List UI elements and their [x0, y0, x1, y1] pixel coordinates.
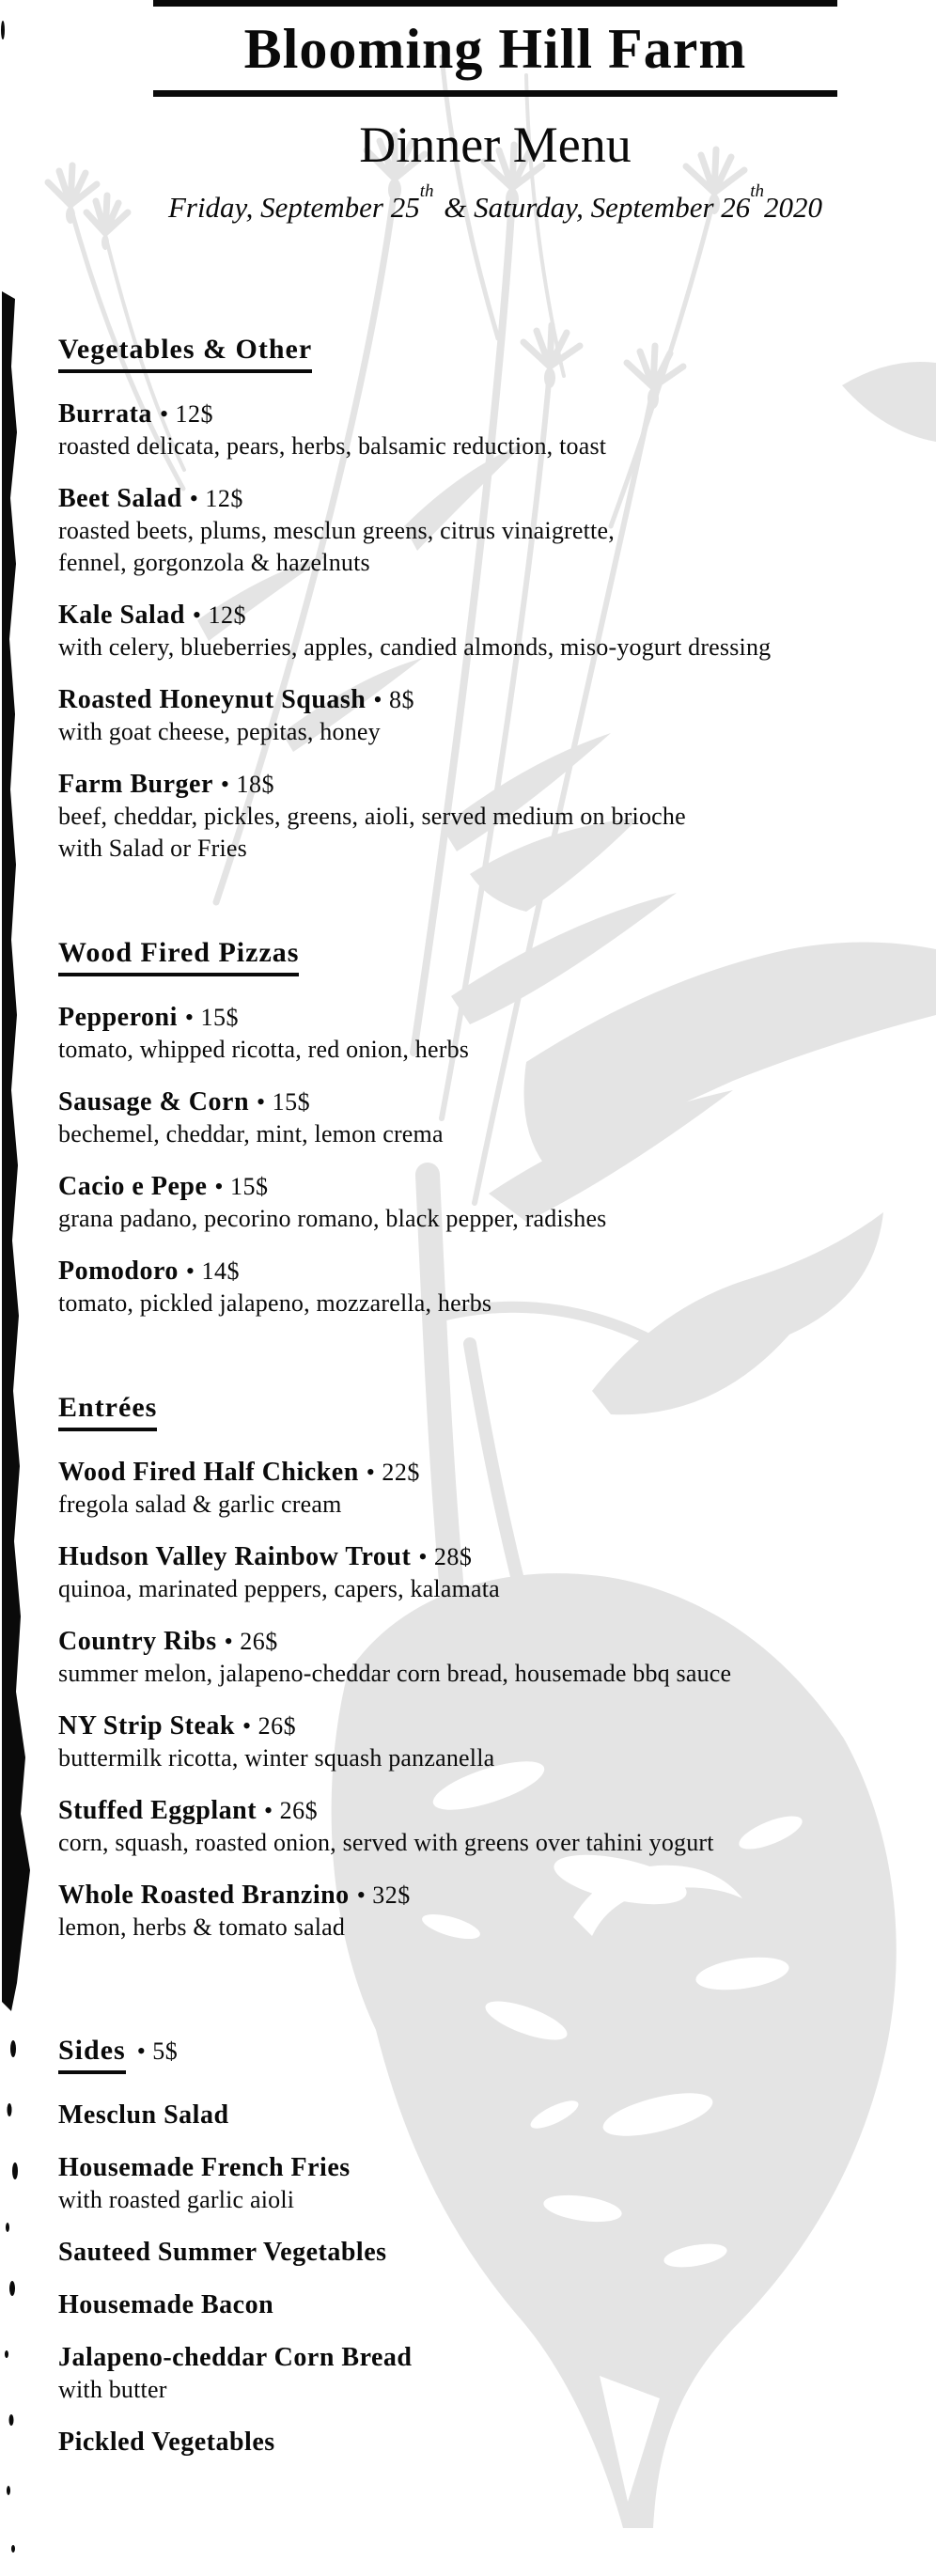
menu-item: [58, 2236, 932, 2269]
date-superscript: th: [750, 180, 765, 201]
menu-item-title: [58, 398, 932, 430]
menu-item: [58, 2341, 932, 2406]
menu-item-price: • 12$: [192, 601, 247, 629]
menu-item-desc-line: roasted delicata, pears, herbs, balsamic reduction, toast: [58, 432, 607, 460]
menu-item-name: Jalapeno-cheddar Corn Bread: [58, 2343, 413, 2372]
menu-item-title: [58, 2099, 932, 2131]
section-heading: [58, 1391, 932, 1431]
menu-item: [58, 1170, 932, 1235]
menu-item-name: Stuffed Eggplant: [58, 1796, 257, 1825]
menu-section-pizzas: [58, 936, 932, 1319]
menu-item-desc-line: roasted beets, plums, mesclun greens, citrus vinaigrette,: [58, 517, 615, 544]
menu-item-name: Roasted Honeynut Squash: [58, 685, 367, 714]
menu-item-title: [58, 1540, 932, 1573]
menu-item-desc-line: grana padano, pecorino romano, black pepper, radishes: [58, 1205, 607, 1232]
menu-item-price: • 26$: [242, 1712, 297, 1740]
date-superscript: th: [419, 180, 434, 201]
menu-subtitle: Dinner Menu: [359, 117, 632, 173]
menu-section-sides: [58, 2034, 932, 2459]
menu-item-desc-line: with Salad or Fries: [58, 835, 247, 862]
title-rule-top: [153, 0, 837, 7]
menu-item: [58, 599, 932, 664]
menu-item-title: [58, 2426, 932, 2459]
date-part: 2020: [764, 191, 823, 224]
section-heading-price: • 5$: [136, 2037, 179, 2065]
menu-item-price: • 26$: [264, 1797, 319, 1824]
menu-item-desc-line: with goat cheese, pepitas, honey: [58, 718, 381, 745]
menu-item: [58, 768, 932, 865]
menu-item-desc-line: quinoa, marinated peppers, capers, kalamata: [58, 1575, 500, 1602]
menu-item-name: Sauteed Summer Vegetables: [58, 2238, 387, 2267]
menu-item: [58, 1001, 932, 1066]
menu-item-price: • 32$: [356, 1881, 411, 1909]
menu-item-title: [58, 482, 932, 515]
menu-item-desc-line: buttermilk ricotta, winter squash panzanella: [58, 1744, 495, 1772]
menu-item-title: [58, 1085, 932, 1118]
menu-item-desc-line: tomato, whipped ricotta, red onion, herbs: [58, 1036, 470, 1063]
menu-item: [58, 1255, 932, 1319]
date-part: & Saturday, September 26: [436, 191, 751, 224]
menu-item-name: Sausage & Corn: [58, 1087, 250, 1116]
menu-item-title: [58, 599, 932, 632]
menu-item: [58, 1794, 932, 1859]
section-heading-label: Sides: [58, 2034, 126, 2074]
menu-item: [58, 1456, 932, 1521]
menu-item-price: • 12$: [159, 400, 214, 428]
page-title: Blooming Hill Farm: [243, 18, 747, 80]
menu-item-name: Cacio e Pepe: [58, 1172, 208, 1201]
menu-item-name: Pomodoro: [58, 1257, 179, 1286]
menu-item-desc-line: fennel, gorgonzola & hazelnuts: [58, 549, 370, 576]
menu-item-price: • 15$: [184, 1004, 239, 1031]
menu-item-desc-line: with butter: [58, 2376, 167, 2403]
menu-item-name: Pepperoni: [58, 1003, 178, 1032]
menu-item-title: [58, 2288, 932, 2321]
menu-item-title: [58, 2341, 932, 2374]
section-heading-label: Wood Fired Pizzas: [58, 936, 299, 976]
menu-item: [58, 2288, 932, 2321]
menu-item-price: • 18$: [220, 771, 274, 798]
menu-item: [58, 1710, 932, 1774]
menu-item: [58, 398, 932, 462]
menu-item-name: NY Strip Steak: [58, 1711, 235, 1741]
menu-date: [55, 180, 936, 224]
menu-item-name: Mesclun Salad: [58, 2100, 229, 2130]
menu-item: [58, 1625, 932, 1690]
menu-header: [55, 0, 936, 222]
menu-body: [0, 333, 936, 2459]
menu-item-name: Burrata: [58, 399, 152, 429]
menu-item-price: • 28$: [418, 1543, 473, 1570]
menu-item-desc-line: bechemel, cheddar, mint, lemon crema: [58, 1120, 444, 1147]
menu-item-price: • 22$: [366, 1459, 420, 1486]
menu-item-title: [58, 2151, 932, 2184]
section-heading: [58, 936, 932, 976]
menu-item: [58, 2099, 932, 2131]
menu-item-name: Housemade French Fries: [58, 2153, 351, 2182]
menu-item-desc-line: lemon, herbs & tomato salad: [58, 1913, 346, 1941]
menu-item-title: [58, 1456, 932, 1489]
menu-item-name: Kale Salad: [58, 601, 185, 630]
menu-item-name: Country Ribs: [58, 1627, 217, 1656]
title-rule-bottom: [153, 90, 837, 97]
menu-item-price: • 14$: [185, 1257, 241, 1285]
menu-item-desc-line: with roasted garlic aioli: [58, 2186, 295, 2213]
menu-item-price: • 12$: [189, 485, 243, 512]
menu-item-desc-line: corn, squash, roasted onion, served with greens over tahini yogurt: [58, 1829, 714, 1856]
menu-item-title: [58, 1710, 932, 1742]
section-heading-label: Entrées: [58, 1391, 157, 1431]
menu-item: [58, 1879, 932, 1944]
menu-item-title: [58, 1001, 932, 1034]
menu-item-name: Beet Salad: [58, 484, 182, 513]
menu-item-desc-line: with celery, blueberries, apples, candied almonds, miso-yogurt dressing: [58, 633, 772, 661]
menu-section-entrees: [58, 1391, 932, 1944]
section-heading-label: Vegetables & Other: [58, 333, 312, 373]
menu-item: [58, 2151, 932, 2216]
menu-item-name: Whole Roasted Branzino: [58, 1881, 350, 1910]
menu-item-title: [58, 1170, 932, 1203]
menu-item-title: [58, 683, 932, 716]
section-heading: [58, 2034, 932, 2074]
menu-item: [58, 2426, 932, 2459]
menu-item: [58, 1540, 932, 1605]
menu-item: [58, 482, 932, 579]
section-heading: [58, 333, 932, 373]
menu-item-title: [58, 1255, 932, 1288]
menu-item-price: • 15$: [257, 1088, 311, 1116]
date-part: Friday, September 25: [167, 191, 420, 224]
menu-item-price: • 8$: [373, 686, 414, 713]
menu-item-name: Wood Fired Half Chicken: [58, 1458, 359, 1487]
menu-item-price: • 15$: [214, 1173, 269, 1200]
menu-item-price: • 26$: [224, 1628, 278, 1655]
menu-item: [58, 683, 932, 748]
menu-item-desc-line: beef, cheddar, pickles, greens, aioli, served medium on brioche: [58, 803, 686, 830]
menu-item-name: Farm Burger: [58, 770, 213, 799]
menu-item-desc-line: summer melon, jalapeno-cheddar corn bread, housemade bbq sauce: [58, 1660, 732, 1687]
menu-item-title: [58, 1879, 932, 1912]
menu-item-desc-line: tomato, pickled jalapeno, mozzarella, herbs: [58, 1289, 492, 1317]
menu-item-title: [58, 2236, 932, 2269]
menu-section-vegetables: [58, 333, 932, 865]
menu-item-desc-line: fregola salad & garlic cream: [58, 1491, 342, 1518]
menu-item-name: Pickled Vegetables: [58, 2428, 275, 2457]
menu-item-title: [58, 768, 932, 801]
menu-item-name: Hudson Valley Rainbow Trout: [58, 1542, 412, 1571]
menu-item-title: [58, 1625, 932, 1658]
menu-item-title: [58, 1794, 932, 1827]
menu-item-name: Housemade Bacon: [58, 2290, 274, 2319]
menu-item: [58, 1085, 932, 1150]
